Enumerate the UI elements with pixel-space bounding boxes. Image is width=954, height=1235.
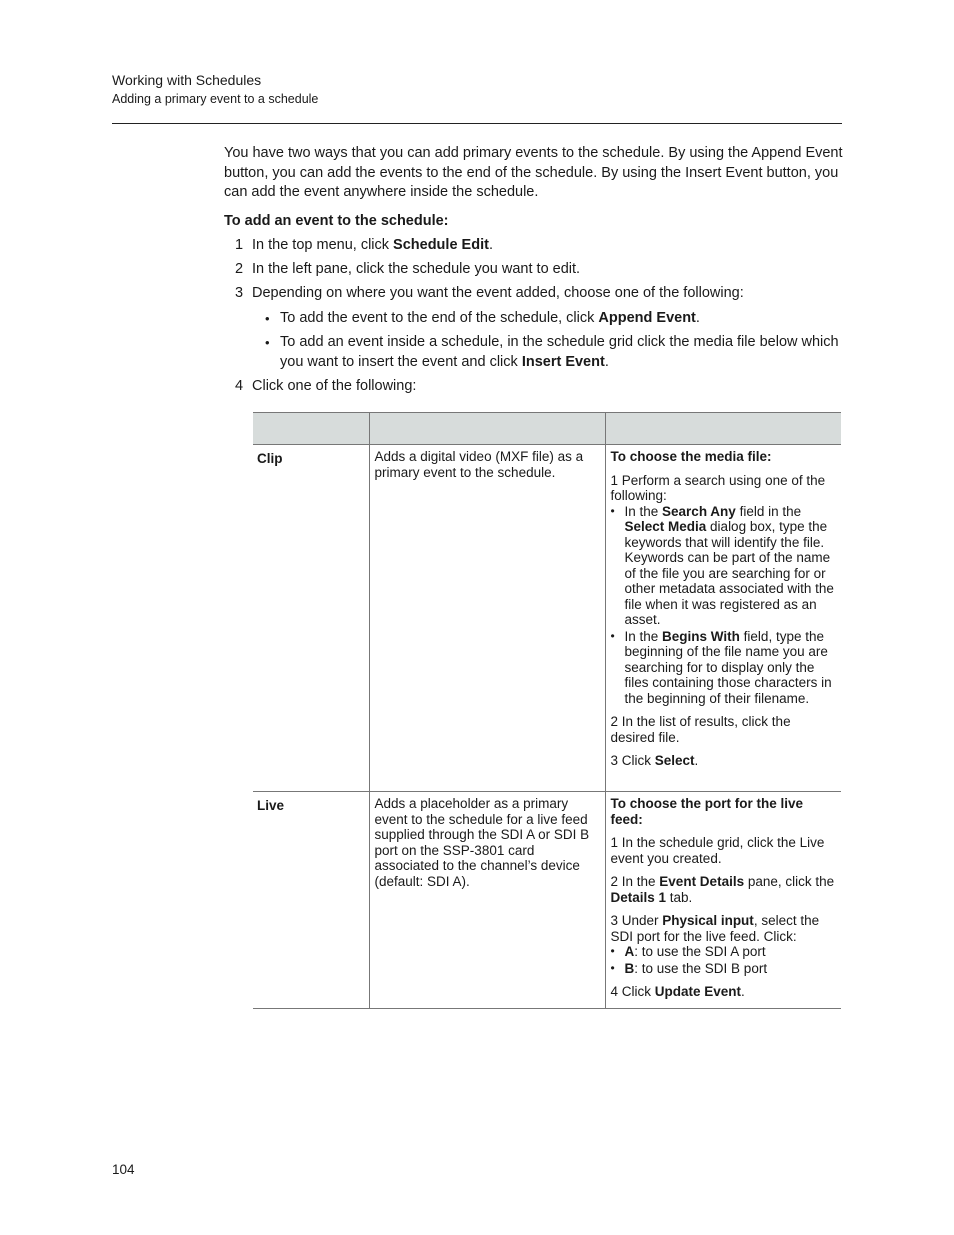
header-cell	[369, 413, 605, 445]
procedure-step: 1 Perform a search using one of the following:	[610, 472, 826, 503]
ui-term: Schedule Edit	[393, 237, 489, 253]
step-1: 1 In the top menu, click Schedule Edit.	[224, 236, 844, 256]
list-item: • In the Begins With field, type the beginning of the file name you are searching for to display only the files containing those characters in the beginning of their filename.	[610, 628, 832, 706]
procedure-step: 4 Click Update Event.	[610, 984, 745, 999]
header-divider	[112, 123, 842, 124]
event-type-procedure	[605, 792, 841, 1009]
procedure-steps	[224, 236, 844, 397]
header-cell	[605, 413, 841, 445]
event-type-table	[253, 412, 841, 1009]
list-item: • In the Search Any field in the Select Media dialog box, type the keywords that will identify the file. Keywords can be part of the name of the file you are searching for or other metadata associated with the file when it was registered as an asset.	[610, 503, 834, 627]
event-type-description: Adds a digital video (MXF file) as a primary event to the schedule.	[369, 445, 605, 792]
port-options	[611, 944, 838, 976]
option-insert: • To add an event inside a schedule, in the schedule grid click the media file below which you want to insert the event and click Insert Event.	[265, 334, 839, 370]
section-title: Adding a primary event to a schedule	[112, 92, 319, 106]
list-item: • B: to use the SDI B port	[610, 960, 768, 976]
intro-paragraph: You have two ways that you can add primary events to the schedule. By using the Append Event button, you can add the events to the end of the schedule. By using the Insert Event button, you can add the event anywhere inside the schedule.	[224, 145, 843, 200]
step-4: 4 Click one of the following:	[224, 377, 844, 397]
search-options	[611, 504, 838, 707]
procedure-heading: To choose the media file:	[610, 449, 772, 464]
procedure-step: 3 Under Physical input, select the SDI port for the live feed. Click:	[610, 913, 820, 944]
running-header	[112, 70, 318, 108]
table-row	[253, 792, 841, 1009]
bullet-icon: •	[610, 960, 615, 975]
option-append: • To add the event to the end of the schedule, click Append Event.	[252, 309, 844, 329]
procedure-heading: To choose the port for the live feed:	[610, 796, 804, 827]
step-3: 3 Depending on where you want the event added, choose one of the following: • To add the event to the end of the schedule, click Append Event. • To add an event inside a schedule, in the schedule grid click the media file below which you want to insert the event and click Insert Event.	[224, 284, 844, 372]
step-2: 2 In the left pane, click the schedule you want to edit.	[224, 260, 844, 280]
table-row	[253, 445, 841, 792]
bullet-icon: •	[610, 944, 615, 958]
procedure-title: To add an event to the schedule:	[224, 212, 449, 229]
event-type-procedure	[605, 445, 841, 792]
list-item: • A: to use the SDI A port	[610, 944, 766, 959]
event-type-name: Live	[253, 792, 369, 1009]
table-header-row	[253, 413, 841, 445]
chapter-title: Working with Schedules	[112, 72, 262, 88]
step-number: 1	[235, 237, 244, 253]
procedure-step: 3 Click Select.	[610, 753, 699, 768]
event-type-name: Clip	[253, 445, 369, 792]
step-3-options	[252, 309, 844, 373]
procedure-step: 1 In the schedule grid, click the Live event you created.	[610, 835, 825, 866]
bullet-icon: •	[610, 628, 615, 643]
procedure-step: 2 In the Event Details pane, click the Details 1 tab.	[610, 874, 835, 905]
page-number: 104	[112, 1162, 135, 1177]
bullet-icon: •	[265, 335, 270, 350]
bullet-icon: •	[610, 503, 615, 518]
main-content	[224, 144, 844, 401]
event-type-description: Adds a placeholder as a primary event to the schedule for a live feed supplied through the SDI A or SDI B port on the SSP-3801 card associated to the channel’s device (default: SDI A).	[369, 792, 605, 1009]
step-number: 4	[235, 378, 244, 394]
header-cell	[253, 413, 369, 445]
bullet-icon: •	[265, 310, 270, 326]
step-number: 2	[235, 261, 244, 277]
step-number: 3	[235, 285, 244, 301]
procedure-step: 2 In the list of results, click the desired file.	[610, 714, 791, 745]
